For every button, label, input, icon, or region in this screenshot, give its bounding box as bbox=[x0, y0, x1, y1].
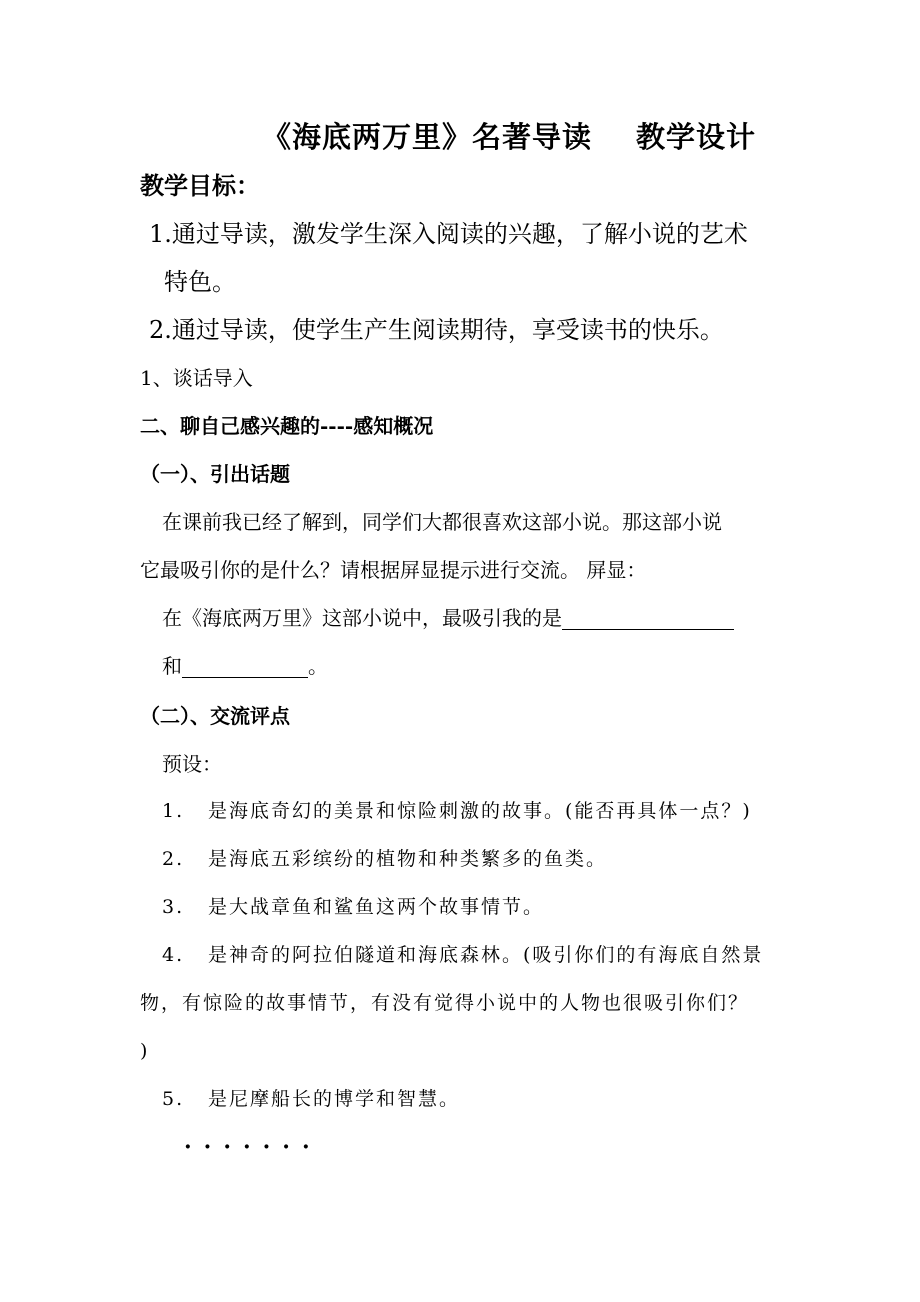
fill-in-line-2 bbox=[162, 654, 328, 678]
list-item-number: 2. bbox=[162, 848, 185, 870]
fill-in-text: 在《海底两万里》这部小说中，最吸引我的是 bbox=[162, 606, 562, 630]
ellipsis-dots: ······· bbox=[184, 1134, 322, 1160]
section-2-heading: 二、聊自己感兴趣的----感知概况 bbox=[140, 414, 434, 438]
list-item-text: 是海底奇幻的美景和惊险刺激的故事。(能否再具体一点？) bbox=[208, 800, 752, 822]
goal-1-line-2: 特色。 bbox=[164, 268, 236, 296]
list-item-number: 4. bbox=[162, 944, 185, 966]
list-item-number: 1. bbox=[162, 800, 185, 822]
list-item-continuation-end: ) bbox=[140, 1040, 150, 1062]
answer-blank-2 bbox=[182, 655, 308, 678]
fill-in-line-1 bbox=[162, 606, 734, 630]
title-main: 《海底两万里》名著导读 bbox=[262, 120, 593, 154]
list-item-number: 5. bbox=[162, 1088, 185, 1110]
list-item bbox=[162, 944, 763, 967]
title-sub: 教学设计 bbox=[636, 120, 757, 154]
preset-label: 预设： bbox=[162, 752, 222, 776]
goal-1-line-1: 1.通过导读，激发学生深入阅读的兴趣，了解小说的艺术 bbox=[149, 220, 748, 248]
goal-2: 2.通过导读，使学生产生阅读期待，享受读书的快乐。 bbox=[149, 316, 724, 344]
fill-in-suffix: 。 bbox=[308, 654, 328, 678]
list-item-continuation: 物，有惊险的故事情节，有没有觉得小说中的人物也很吸引你们？ bbox=[140, 992, 750, 1014]
paragraph-1-line-2: 它最吸引你的是什么？请根据屏显提示进行交流。 屏显： bbox=[140, 558, 647, 582]
list-item-text: 是神奇的阿拉伯隧道和海底森林。(吸引你们的有海底自然景 bbox=[208, 944, 764, 966]
list-item-text: 是海底五彩缤纷的植物和种类繁多的鱼类。 bbox=[208, 848, 608, 870]
list-item bbox=[162, 1088, 460, 1111]
paragraph-1-line-1: 在课前我已经了解到，同学们大都很喜欢这部小说。那这部小说 bbox=[162, 510, 722, 534]
goals-heading: 教学目标： bbox=[140, 171, 260, 200]
fill-in-prefix: 和 bbox=[162, 654, 182, 678]
subsection-2-heading: （二）、交流评点 bbox=[140, 704, 290, 728]
list-item-text: 是大战章鱼和鲨鱼这两个故事情节。 bbox=[208, 896, 545, 918]
subsection-1-heading: （一）、引出话题 bbox=[140, 462, 290, 486]
list-item-text: 是尼摩船长的博学和智慧。 bbox=[208, 1088, 461, 1110]
list-item bbox=[162, 848, 607, 871]
list-item-number: 3. bbox=[162, 896, 185, 918]
page-title bbox=[262, 120, 756, 155]
list-item bbox=[162, 800, 752, 823]
list-item bbox=[162, 896, 544, 919]
section-1-heading: 1、谈话导入 bbox=[140, 366, 253, 390]
answer-blank-1 bbox=[562, 607, 734, 630]
